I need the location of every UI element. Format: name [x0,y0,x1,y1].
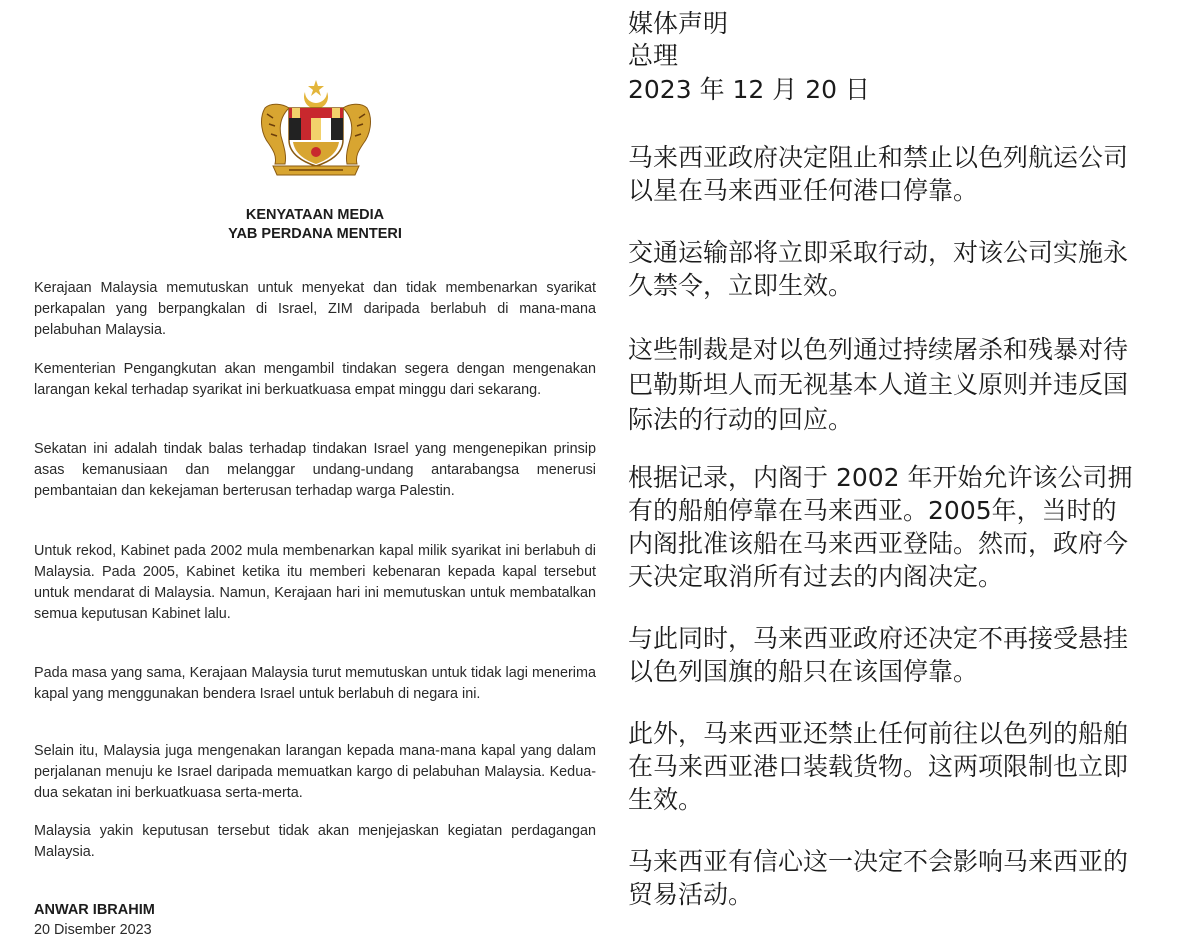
malay-paragraph-5: Pada masa yang sama, Kerajaan Malaysia turut memutuskan untuk tidak lagi menerima kapal yang menggunakan bendera Israel untuk berlabuh di negara ini. [34,665,596,702]
signature-name: ANWAR IBRAHIM [34,902,155,918]
malay-paragraph-6: Selain itu, Malaysia juga mengenakan larangan kepada mana-mana kapal yang dalam perjalanan menuju ke Israel daripada memuatkan kargo di pelabuhan Malaysia. Kedua-dua sekatan ini berkuatkuasa serta-merta. [34,743,596,801]
translation-subtitle: 总理 [628,41,679,70]
chinese-paragraph-4: 根据记录，内阁于 2002 年开始允许该公司拥 有的船舶停靠在马来西亚。2005年，当时的 内阁批准该船在马来西亚登陆。然而，政府今 天决定取消所有过去的内阁决定。 [628,463,1133,591]
chinese-paragraph-7: 马来西亚有信心这一决定不会影响马来西亚的 贸易活动。 [628,847,1129,909]
chinese-paragraph-3: 这些制裁是对以色列通过持续屠杀和残暴对待 巴勒斯坦人而无视基本人道主义原则并违反国 际法的行动的回应。 [628,335,1129,434]
chinese-paragraph-1: 马来西亚政府决定阻止和禁止以色列航运公司 以星在马来西亚任何港口停靠。 [628,143,1129,205]
signature-date: 20 Disember 2023 [34,922,152,938]
malay-paragraph-1: Kerajaan Malaysia memutuskan untuk menyekat dan tidak membenarkan syarikat perkapalan yang berpangkalan di Israel, ZIM daripada berlabuh di mana-mana pelabuhan Malaysia. [34,280,596,338]
chinese-paragraph-2: 交通运输部将立即采取行动，对该公司实施永 久禁令，立即生效。 [628,238,1129,300]
chinese-paragraph-6: 此外，马来西亚还禁止任何前往以色列的船舶 在马来西亚港口装载货物。这两项限制也立即 生效。 [628,719,1129,814]
statement-heading: KENYATAAN MEDIA [245,207,385,223]
malay-paragraph-7: Malaysia yakin keputusan tersebut tidak akan menjejaskan kegiatan perdagangan Malaysia. [34,823,596,860]
translation-title: 媒体声明 [628,9,729,38]
statement-subheading: YAB PERDANA MENTERI [228,226,402,242]
chinese-translation-page [606,0,1178,928]
malay-paragraph-4: Untuk rekod, Kabinet pada 2002 mula membenarkan kapal milik syarikat ini berlabuh di Malaysia. Pada 2005, Kabinet ketika itu memberi kebenaran kepada kapal tersebut untuk mendarat di Malaysia. Namun, Kerajaan hari ini memutuskan untuk membatalkan semua keputusan Kabinet lalu. [34,543,596,622]
coat-of-arms-icon [255,78,377,178]
chinese-paragraph-5: 与此同时，马来西亚政府还决定不再接受悬挂 以色列国旗的船只在该国停靠。 [628,624,1129,686]
malay-paragraph-2: Kementerian Pengangkutan akan mengambil tindakan segera dengan mengenakan larangan kekal terhadap syarikat ini berkuatkuasa empat minggu dari sekarang. [34,361,596,398]
malay-paragraph-3: Sekatan ini adalah tindak balas terhadap tindakan Israel yang mengenepikan prinsip asas kemanusiaan dan melanggar undang-undang antarabangsa menerusi pembantaian dan kekejaman berterusan terhadap warga Palestin. [34,441,596,499]
translation-date: 2023 年 12 月 20 日 [628,75,870,104]
